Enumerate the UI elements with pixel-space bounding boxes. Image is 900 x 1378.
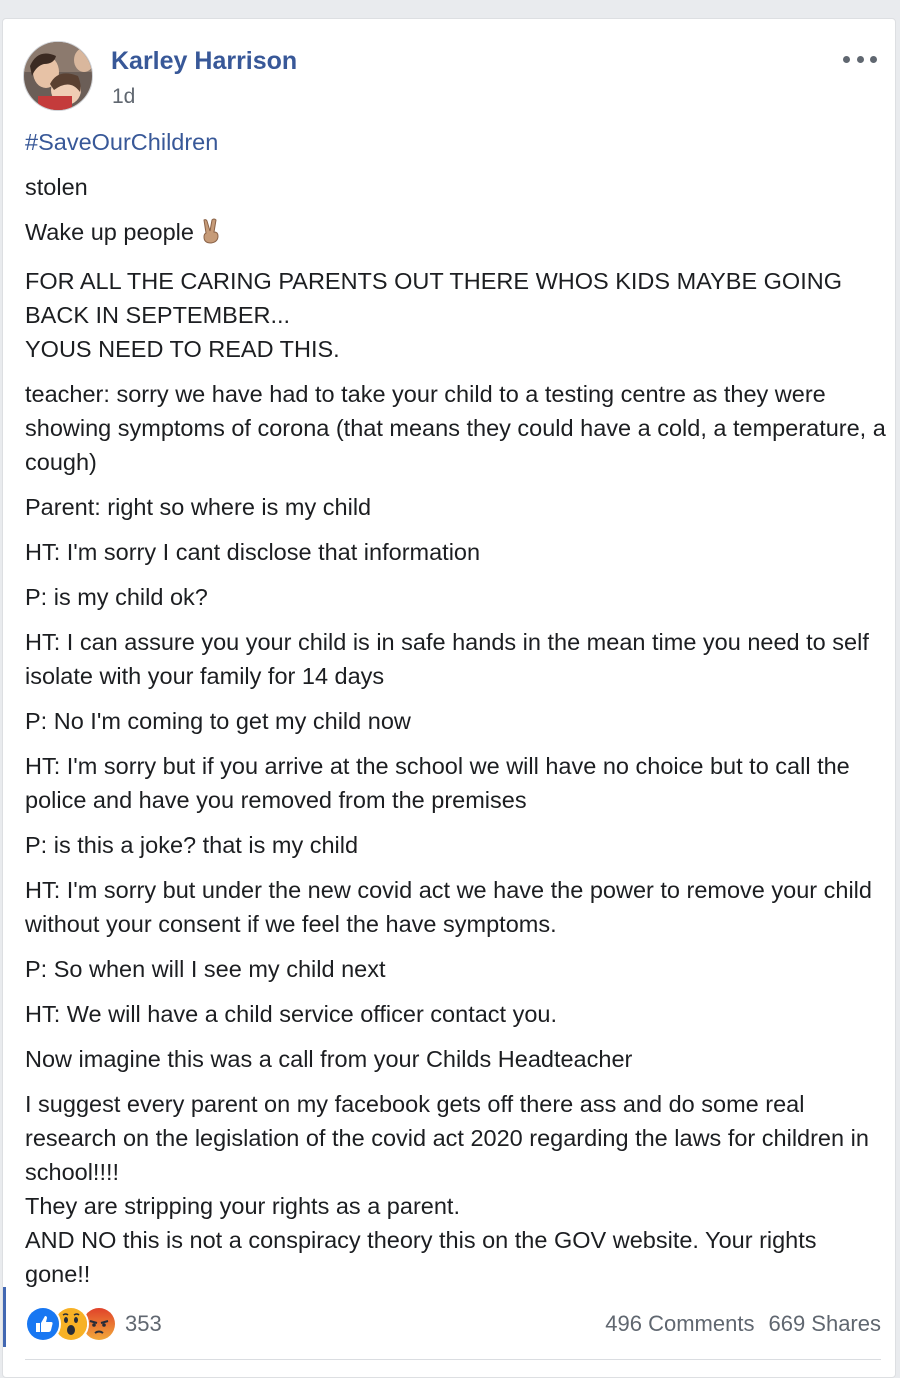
post-paragraph: P: No I'm coming to get my child now bbox=[25, 708, 411, 734]
more-dot bbox=[857, 56, 864, 63]
more-dot bbox=[870, 56, 877, 63]
reactions-summary[interactable] bbox=[25, 1303, 162, 1345]
engagement-stats bbox=[605, 1303, 881, 1345]
more-dot bbox=[843, 56, 850, 63]
avatar-photo-icon bbox=[24, 42, 93, 111]
like-icon bbox=[25, 1306, 61, 1342]
post-paragraph: P: is this a joke? that is my child bbox=[25, 832, 359, 858]
post-paragraph: HT: I'm sorry I cant disclose that information bbox=[25, 539, 481, 565]
shares-count-link[interactable]: 669 Shares bbox=[768, 1311, 881, 1336]
post-paragraph bbox=[25, 215, 887, 253]
post-paragraph: HT: I'm sorry but under the new covid act we have the power to remove your child without your consent if we feel the have symptoms. bbox=[25, 877, 872, 937]
post-paragraph: teacher: sorry we have had to take your child to a testing centre as they were showing symptoms of corona (that means they could have a cold, a temperature, a cough) bbox=[25, 381, 886, 475]
post-paragraph: HT: I'm sorry but if you arrive at the school we will have no choice but to call the police and have you removed from the premises bbox=[25, 753, 850, 813]
post-paragraph: P: So when will I see my child next bbox=[25, 956, 386, 982]
author-name[interactable]: Karley Harrison bbox=[111, 47, 298, 75]
reaction-count: 353 bbox=[125, 1311, 162, 1336]
avatar[interactable] bbox=[23, 41, 93, 111]
post-paragraph: HT: I can assure you your child is in safe hands in the mean time you need to self isolate with your family for 14 days bbox=[25, 629, 869, 689]
comments-count-link[interactable]: 496 Comments bbox=[605, 1311, 755, 1336]
post-paragraph: stolen bbox=[25, 174, 88, 200]
hashtag-link[interactable]: #SaveOurChildren bbox=[25, 129, 219, 155]
victory-hand-icon bbox=[200, 218, 222, 253]
post-card bbox=[2, 18, 896, 1378]
post-paragraph: HT: We will have a child service officer contact you. bbox=[25, 1001, 558, 1027]
post-paragraph: Parent: right so where is my child bbox=[25, 494, 372, 520]
post-body bbox=[25, 125, 887, 1302]
post-timestamp[interactable]: 1d bbox=[112, 85, 136, 108]
more-options-icon[interactable] bbox=[843, 49, 877, 69]
focus-accent-bar bbox=[3, 1287, 6, 1347]
post-footer bbox=[25, 1303, 881, 1345]
post-paragraph: FOR ALL THE CARING PARENTS OUT THERE WHOS KIDS MAYBE GOING BACK IN SEPTEMBER... YOUS NEED TO READ THIS. bbox=[25, 268, 842, 362]
post-paragraph: I suggest every parent on my facebook gets off there ass and do some real research on the legislation of the covid act 2020 regarding the laws for children in school!!!! They are stripping your rights as a parent. AND NO this is not a conspiracy theory this on the GOV website. Your rights gone!! bbox=[25, 1091, 869, 1287]
post-text: Wake up people bbox=[25, 219, 194, 245]
post-paragraph: P: is my child ok? bbox=[25, 584, 208, 610]
post-paragraph: Now imagine this was a call from your Childs Headteacher bbox=[25, 1046, 633, 1072]
post-header bbox=[23, 41, 883, 113]
footer-divider bbox=[25, 1359, 881, 1360]
